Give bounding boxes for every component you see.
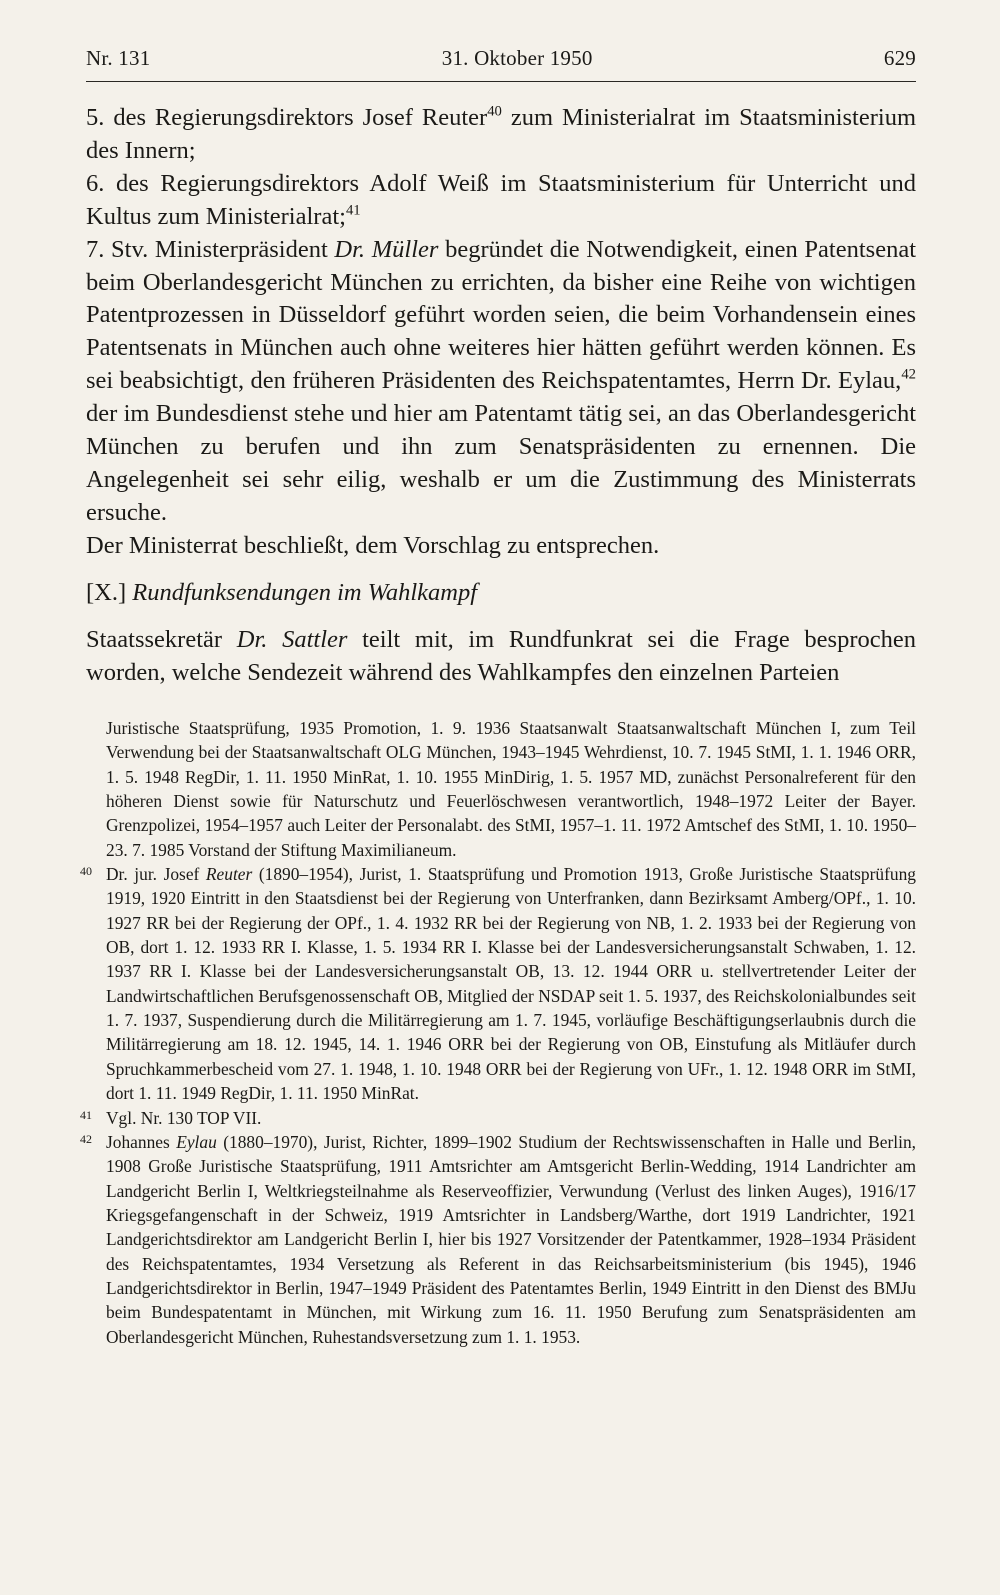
speaker-title: Dr.: [334, 235, 372, 263]
footnote-ref-40: 40: [487, 103, 502, 120]
person-name: Eylau: [176, 1131, 217, 1152]
paragraph-item-7: 7. Stv. Ministerpräsident Dr. Müller begründet die Notwendigkeit, einen Patentsenat beim Oberlandesgericht München zu errichten, da bisher eine Reihe von wichtigen Patentprozessen in Düsseldorf geführt worden seien, die beim Vorhandensein eines Patentsenats in München auch ohne weiteres hier hätten geführt werden können. Es sei beabsichtigt, den früheren Präsidenten des Reichspatentamtes, Herrn Dr. Eylau,$^{42}$ der im Bundesdienst stehe und hier am Patentamt tätig sei, an das Oberlandesgericht München zu berufen und ihn zum Senatspräsidenten zu ernennen. Die Angelegenheit sei sehr eilig, weshalb er um die Zustimmung des Ministerrats ersuche.: [86, 235, 917, 526]
footnote-number: 40: [80, 864, 92, 879]
footnote-ref-42: 42: [901, 366, 916, 383]
main-text: [86, 102, 916, 689]
running-head: [86, 46, 916, 71]
decision-paragraph: Der Ministerrat beschließt, dem Vorschlag zu entsprechen.: [86, 531, 660, 559]
footnotes: [80, 716, 916, 1349]
footnote-continuation: Juristische Staatsprüfung, 1935 Promotion, 1. 9. 1936 Staatsanwalt Staatsanwaltschaft München I, zum Teil Verwendung bei der Staatsanwaltschaft OLG München, 1943–1945 Wehrdienst, 10. 7. 1945 StMI, 1. 1. 1946 ORR, 1. 5. 1948 RegDir, 1. 11. 1950 MinRat, 1. 10. 1955 MinDirig, 1. 5. 1957 MD, zunächst Personalreferent für den höheren Dienst sowie für Naturschutz und Feuerlöschwesen verantwortlich, 1948–1972 Leiter der Bayer. Grenzpolizei, 1954–1957 auch Leiter der Personalabt. des StMI, 1957–1. 11. 1972 Amtschef des StMI, 1. 10. 1950–23. 7. 1985 Vorstand der Stiftung Maximilianeum.: [106, 718, 916, 860]
header-rule: [86, 81, 916, 82]
paragraph-sattler: Staatssekretär Dr. Sattler teilt mit, im Rundfunkrat sei die Frage besprochen worden, welche Sendezeit während des Wahlkampfes den einzelnen Parteien: [86, 625, 916, 686]
footnote-41: 41 Vgl. Nr. 130 TOP VII.: [86, 1106, 916, 1130]
paragraph-item-6: 6. des Regierungsdirektors Adolf Weiß im Staatsministerium für Unterricht und Kultus zum Ministerialrat;$^{41}$: [86, 169, 916, 230]
section-heading: [86, 577, 916, 610]
session-date: 31. Oktober 1950: [441, 46, 593, 70]
footnote-42: 42 Johannes Eylau (1880–1970), Jurist, Richter, 1899–1902 Studium der Rechtswissenschaften in Halle und Berlin, 1908 Große Juristische Staatsprüfung, 1911 Amtsrichter am Amtsgericht Berlin-Wedding, 1914 Landrichter am Landgericht Berlin I, Weltkriegsteilnahme als Reserveoffizier, Verwundung (Verlust des linken Auges), 1916/17 Kriegsgefangenschaft in der Schweiz, 1919 Amtsrichter in Landsberg/Warthe, dort 1919 Landrichter, 1921 Landgerichtsdirektor am Landgericht Berlin I, hier bis 1927 Vorsitzender der Patentkammer, 1928–1934 Präsident des Reichspatentamtes, 1934 Versetzung als Referent in das Reichsarbeitsministerium (bis 1945), 1946 Landgerichtsdirektor in Berlin, 1947–1949 Präsident des Patentamtes Berlin, 1949 Eintritt in den Dienst des BMJu beim Bundespatentamt in München, mit Wirkung zum 16. 11. 1950 Berufung zum Senatspräsidenten am Oberlandesgericht München, Ruhestandsversetzung zum 1. 1. 1953.: [86, 1130, 916, 1349]
footnote-40: 40 Dr. jur. Josef Reuter (1890–1954), Jurist, 1. Staatsprüfung und Promotion 1913, Große Juristische Staatsprüfung 1919, 1920 Eintritt in den Staatsdienst bei der Regierung von Unterfranken, dann Bezirksamt Amberg/OPf., 1. 10. 1927 RR bei der Regierung der OPf., 1. 4. 1932 RR bei der Regierung von NB, 1. 2. 1933 bei der Regierung von OB, dort 1. 12. 1933 RR I. Klasse, 1. 5. 1934 RR I. Klasse bei der Landesversicherungsanstalt Schwaben, 1. 12. 1937 RR I. Klasse bei der Landesversicherungsanstalt OB, 13. 12. 1944 ORR u. stellvertretender Leiter der Landwirtschaftlichen Berufsgenossenschaft OB, Mitglied der NSDAP seit 1. 5. 1937, des Reichskolonialbundes seit 1. 7. 1937, Suspendierung durch die Militärregierung am 1. 7. 1945, vorläufige Beschäftigungserlaubnis durch die Militärregierung am 18. 12. 1945, 14. 1. 1946 ORR bei der Regierung von OB, Einstufung als Mitläufer durch Spruchkammerbescheid vom 27. 1. 1948, 1. 10. 1948 ORR bei der Regierung von UFr., 1. 12. 1948 ORR im StMI, dort 1. 11. 1949 RegDir, 1. 11. 1950 MinRat.: [86, 862, 916, 1105]
speaker-title: Dr.: [236, 625, 283, 653]
section-title: Rundfunksendungen im Wahlkampf: [132, 578, 478, 606]
document-number: Nr. 131: [86, 46, 151, 70]
footnote-number: 41: [80, 1107, 92, 1122]
page-number: 629: [883, 46, 916, 70]
speaker-name: Müller: [371, 235, 439, 263]
section-label: [X.]: [86, 578, 133, 606]
footnote-number: 42: [80, 1131, 92, 1146]
speaker-name: Sattler: [282, 625, 348, 653]
paragraph-item-5: 5. des Regierungsdirektors Josef Reuter$^{40}$ zum Ministerialrat im Staatsministerium des Innern;: [86, 103, 917, 164]
person-name: Reuter: [205, 864, 253, 885]
footnote-ref-41: 41: [345, 202, 361, 219]
